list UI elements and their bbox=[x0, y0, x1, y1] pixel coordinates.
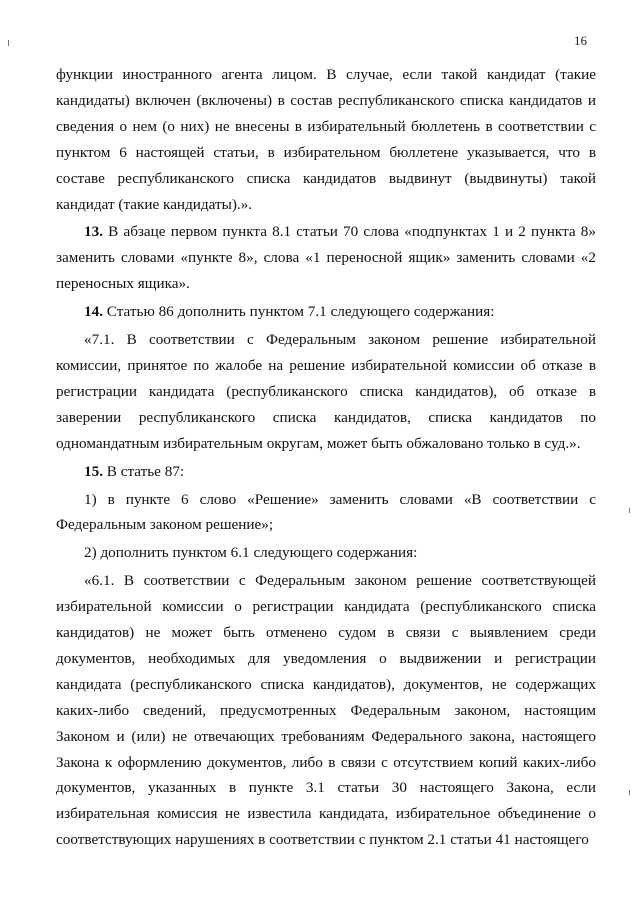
item-number: 15. bbox=[84, 462, 103, 480]
page-number: 16 bbox=[574, 33, 587, 48]
paragraph-subitem-1: 1) в пункте 6 слово «Решение» заменить словами «В соответствии с Федеральным законом решение»; bbox=[56, 490, 596, 534]
paragraph-item-14: 14. Статью 86 дополнить пунктом 7.1 следующего содержания: bbox=[84, 303, 495, 321]
paragraph-quote-6-1: «6.1. В соответствии с Федеральным законом решение соответствующей избирательной комиссии о регистрации кандидата (республиканского списка кандидатов) не может быть отменено судом в связи с выявлением среди документов, необходимых для уведомления о выдвижении и регистрации кандидата (республиканского списка кандидатов), документов, не содержащих каких-либо сведений, предусмотренных Федеральным законом, настоящим Законом и (или) не отвечающих требованиям Федерального закона, настоящего Закона к оформлению документов, либо в связи с отсутствием копий каких-либо документов, указанных в пункте 3.1 статьи 30 настоящего Закона, если избирательная комиссия не известила кандидата, избирательное объединение о соответствующих нарушениях в соответствии с пунктом 2.1 статьи 41 настоящего bbox=[56, 572, 596, 849]
scan-artifact-mark bbox=[629, 790, 630, 795]
paragraph-subitem-2: 2) дополнить пунктом 6.1 следующего содержания: bbox=[84, 544, 418, 562]
item-number: 13. bbox=[84, 223, 103, 241]
paragraph-quote-7-1: «7.1. В соответствии с Федеральным законом решение избирательной комиссии, принятое по жалобе на решение избирательной комиссии об отказе в регистрации кандидата (республиканского списка кандидатов), об отказе в заверении республиканского списка кандидатов, списка кандидатов по одномандатным избирательным округам, может быть обжаловано только в суд.». bbox=[56, 331, 596, 452]
paragraph-continuation: функции иностранного агента лицом. В случае, если такой кандидат (такие кандидаты) включен (включены) в состав республиканского списка кандидатов и сведения о нем (о них) не внесены в избирательный бюллетень в соответствии с пунктом 6 настоящей статьи, в избирательном бюллетене указывается, что в составе республиканского списка кандидатов выдвинут (выдвинуты) такой кандидат (такие кандидаты).». bbox=[56, 66, 596, 213]
scan-artifact-mark bbox=[8, 40, 9, 46]
item-number: 14. bbox=[84, 303, 103, 321]
document-body bbox=[56, 62, 596, 853]
scan-artifact-mark bbox=[629, 508, 630, 513]
paragraph-item-13: 13. В абзаце первом пункта 8.1 статьи 70 слова «подпунктах 1 и 2 пункта 8» заменить словами «пункте 8», слова «1 переносной ящик» заменить словами «2 переносных ящика». bbox=[56, 223, 596, 293]
paragraph-item-15: 15. В статье 87: bbox=[84, 462, 185, 480]
